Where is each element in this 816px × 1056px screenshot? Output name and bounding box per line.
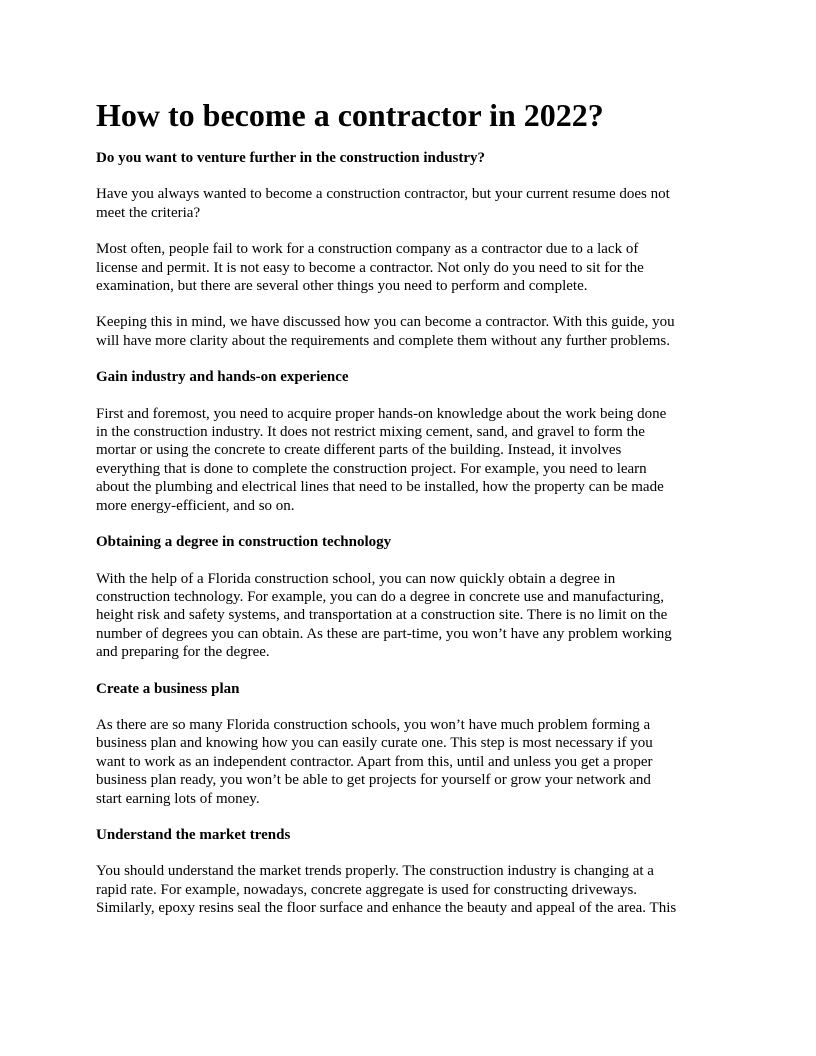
section-heading [96, 680, 720, 698]
page-title: How to become a contractor in 2022? [96, 97, 604, 133]
text-line: license and permit. It is not easy to become a contractor. Not only do you need to sit for the [96, 259, 644, 276]
text-line: will have more clarity about the requirements and complete them without any further problems. [96, 332, 670, 349]
paragraph [96, 405, 720, 515]
text-line: Do you want to venture further in the construction industry? [96, 150, 486, 166]
paragraph [96, 716, 720, 808]
text-line: business plan ready, you won’t be able to get projects for yourself or grow your network and [96, 772, 651, 789]
document-page [96, 96, 720, 936]
text-line: Obtaining a degree in construction technology [96, 534, 392, 551]
text-line: Gain industry and hands-on experience [96, 369, 349, 386]
text-line: Have you always wanted to become a construction contractor, but your current resume does not [96, 186, 670, 203]
text-line: As there are so many Florida construction schools, you won’t have much problem forming a [96, 716, 651, 733]
text-line: examination, but there are several other things you need to perform and complete. [96, 278, 588, 295]
text-line: meet the criteria? [96, 204, 201, 221]
paragraph [96, 862, 720, 917]
text-line: mortar or using the concrete to create different parts of the building. Instead, it involves [96, 442, 622, 459]
text-line: and preparing for the degree. [96, 644, 270, 661]
text-line: Create a business plan [96, 680, 240, 697]
text-line: Similarly, epoxy resins seal the floor surface and enhance the beauty and appeal of the area. This [96, 900, 677, 917]
document-body [96, 149, 720, 918]
text-line: With the help of a Florida construction school, you can now quickly obtain a degree in [96, 570, 616, 587]
paragraph [96, 570, 720, 662]
paragraph [96, 185, 720, 222]
section-heading [96, 533, 720, 551]
text-line: You should understand the market trends properly. The construction industry is changing at a [96, 863, 654, 880]
text-line: business plan and knowing how you can easily curate one. This step is most necessary if you [96, 735, 653, 752]
text-line: Most often, people fail to work for a construction company as a contractor due to a lack of [96, 241, 639, 258]
text-line: Keeping this in mind, we have discussed how you can become a contractor. With this guide, you [96, 314, 675, 331]
text-line: number of degrees you can obtain. As these are part-time, you won’t have any problem working [96, 625, 672, 642]
text-line: about the plumbing and electrical lines that need to be installed, how the property can be made [96, 479, 664, 496]
text-line: more energy-efficient, and so on. [96, 497, 295, 514]
text-line: in the construction industry. It does not restrict mixing cement, sand, and gravel to form the [96, 424, 645, 441]
text-line: want to work as an independent contractor. Apart from this, until and unless you get a proper [96, 753, 653, 770]
text-line: Understand the market trends [96, 826, 291, 843]
text-line: everything that is done to complete the construction project. For example, you need to learn [96, 460, 647, 477]
text-line: height risk and safety systems, and transportation at a construction site. There is no limit on the [96, 607, 668, 624]
section-heading [96, 368, 720, 386]
paragraph [96, 313, 720, 350]
text-line: rapid rate. For example, nowadays, concrete aggregate is used for constructing driveways. [96, 881, 638, 898]
text-line: First and foremost, you need to acquire proper hands-on knowledge about the work being done [96, 405, 667, 422]
text-line: start earning lots of money. [96, 790, 260, 807]
paragraph [96, 240, 720, 295]
section-heading [96, 826, 720, 844]
text-line: construction technology. For example, you can do a degree in concrete use and manufacturing, [96, 588, 664, 605]
section-heading [96, 149, 720, 167]
